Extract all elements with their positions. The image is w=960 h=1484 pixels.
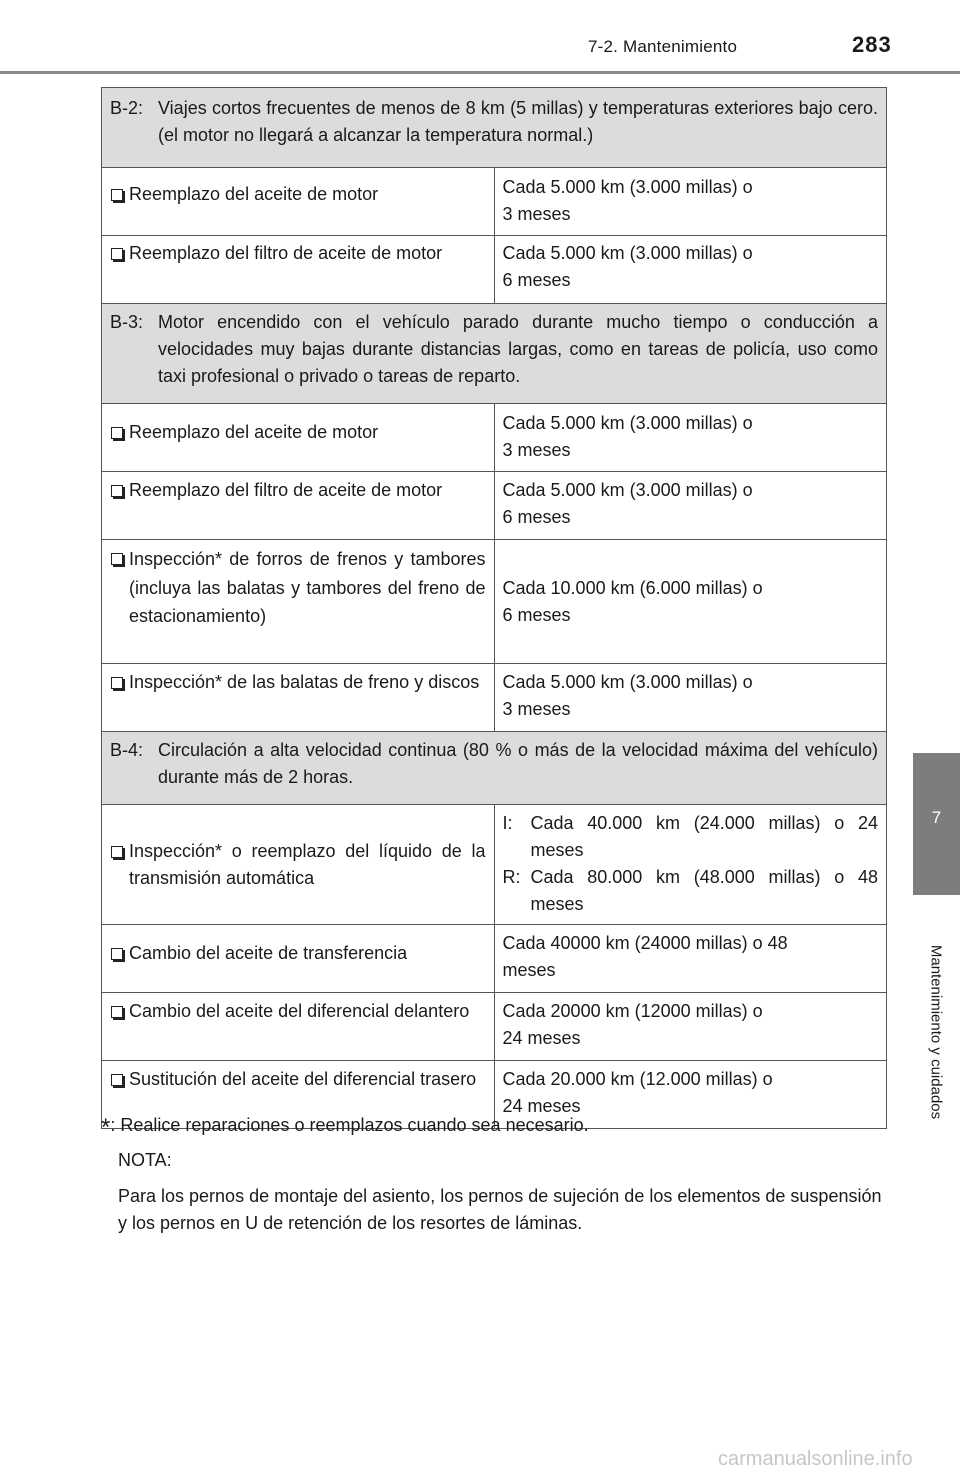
footnote-star: * (101, 1114, 111, 1141)
page-number: 283 (852, 32, 892, 57)
table-row (102, 404, 887, 472)
interval-line: Cada 20000 km (12000 millas) o (502, 1001, 763, 1021)
header-rule (0, 71, 960, 74)
interval-line: Cada 5.000 km (3.000 millas) o (502, 413, 753, 433)
category-text: Viajes cortos frecuentes de menos de 8 km (5 millas) y temperaturas exteriores bajo cero. (el motor no llegará a alcanzar la temperatura normal.) (158, 98, 878, 145)
item-text: Cambio del aceite del diferencial delantero (129, 1001, 470, 1021)
checkbox-icon (110, 181, 129, 208)
checkbox-icon (110, 940, 129, 967)
interval-line: Cada 5.000 km (3.000 millas) o (502, 672, 753, 692)
interval-line: Cada 40000 km (24000 millas) o 48 (502, 933, 788, 953)
table-row (102, 664, 887, 732)
table-row (102, 236, 887, 304)
interval-line: Cada 5.000 km (3.000 millas) o (502, 177, 753, 197)
table-row (102, 540, 887, 664)
interval-line: 6 meses (502, 507, 571, 527)
category-row-b3 (102, 304, 887, 404)
item-text: Cambio del aceite de transferencia (129, 943, 408, 963)
checkbox-icon (110, 669, 129, 696)
interval-line: 6 meses (502, 270, 571, 290)
category-row-b2 (102, 88, 887, 168)
interval-line: 24 meses (502, 1096, 581, 1116)
category-text: Motor encendido con el vehículo parado durante mucho tiempo o conducción a velocidades muy bajas durante distancias largas, como en tareas de policía, uso como taxi profesional o privado o tareas de reparto. (158, 312, 878, 386)
item-text: Inspección* de las balatas de freno y discos (129, 672, 480, 692)
interval-code: I: (502, 813, 513, 833)
section-title: 7-2. Mantenimiento (588, 37, 738, 56)
category-text: Circulación a alta velocidad continua (80 % o más de la velocidad máxima del vehículo) durante más de 2 horas. (158, 740, 878, 787)
interval-line: meses (502, 960, 556, 980)
category-code: B-2: (110, 98, 144, 118)
interval-line: Cada 5.000 km (3.000 millas) o (502, 243, 753, 263)
item-text: Inspección* o reemplazo del líquido de la transmisión automática (129, 840, 486, 888)
interval-text: Cada 40.000 km (24.000 millas) o 24 meses (530, 813, 878, 860)
watermark: carmanualsonline.info (718, 1448, 913, 1470)
table-row (102, 993, 887, 1061)
checkbox-icon (110, 1066, 129, 1093)
interval-code: R: (502, 867, 521, 887)
category-row-b4 (102, 732, 887, 805)
checkbox-icon (110, 240, 129, 267)
category-code: B-4: (110, 740, 144, 760)
maintenance-table (101, 87, 887, 1129)
checkbox-icon (110, 419, 129, 446)
note-text: Para los pernos de montaje del asiento, los pernos de sujeción de los elementos de suspensión y los pernos en U de retención de los resortes de láminas. (118, 1186, 882, 1233)
table-row (102, 472, 887, 540)
checkbox-icon (110, 545, 129, 631)
footnote (101, 1110, 589, 1141)
page-header (0, 0, 960, 74)
item-text: Inspección* de forros de frenos y tambores (incluya las balatas y tambores del freno de estacionamiento) (129, 549, 486, 626)
interval-line: 3 meses (502, 204, 571, 224)
table-row (102, 925, 887, 993)
checkbox-icon (110, 838, 129, 892)
interval-line: 6 meses (502, 604, 571, 625)
chapter-number: 7 (931, 808, 942, 827)
item-text: Reemplazo del aceite de motor (129, 422, 379, 442)
interval-line: Cada 10.000 km (6.000 millas) o (502, 577, 763, 598)
interval-line: 3 meses (502, 440, 571, 460)
table-row (102, 805, 887, 925)
category-code: B-3: (110, 312, 144, 332)
item-text: Reemplazo del filtro de aceite de motor (129, 480, 443, 500)
table-row (102, 168, 887, 236)
interval-line: 24 meses (502, 1028, 581, 1048)
footnote-text: : Realice reparaciones o reemplazos cuando sea necesario. (110, 1115, 589, 1135)
checkbox-icon (110, 477, 129, 504)
interval-line: 3 meses (502, 699, 571, 719)
item-text: Reemplazo del aceite de motor (129, 184, 379, 204)
interval-text: Cada 80.000 km (48.000 millas) o 48 meses (530, 867, 878, 914)
note-label: NOTA: (118, 1150, 172, 1170)
chapter-label: Mantenimiento y cuidados (927, 944, 945, 1120)
item-text: Reemplazo del filtro de aceite de motor (129, 243, 443, 263)
item-text: Sustitución del aceite del diferencial trasero (129, 1069, 477, 1089)
checkbox-icon (110, 998, 129, 1025)
interval-line: Cada 20.000 km (12.000 millas) o (502, 1069, 773, 1089)
interval-line: Cada 5.000 km (3.000 millas) o (502, 480, 753, 500)
